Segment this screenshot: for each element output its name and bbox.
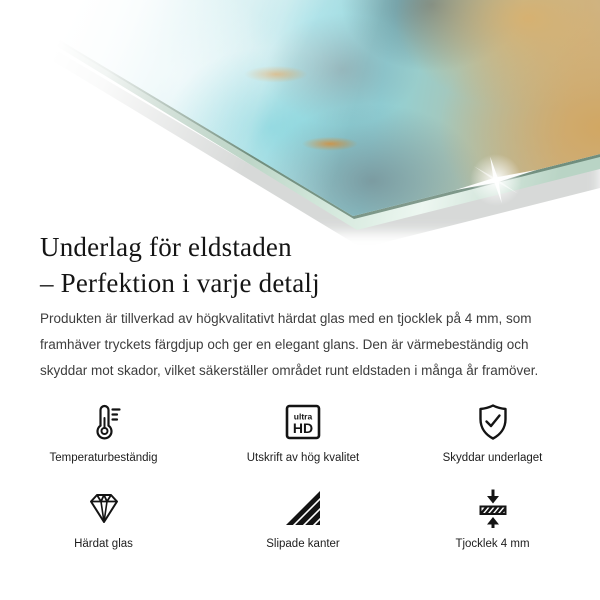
- feature-label: Tjocklek 4 mm: [455, 538, 530, 550]
- feature-grid: [0, 392, 600, 564]
- product-description: Produkten är tillverkad av högkvalitativt härdat glas med en tjocklek på 4 mm, som framhäver tryckets färgdjup och ger en elegant glans. Den är värmebeständig och skyddar mot skador, vilket säkerställer området runt eldstaden i många år framöver.: [40, 311, 539, 378]
- feature-label: Slipade kanter: [266, 538, 340, 550]
- page-title: [40, 229, 320, 301]
- feature-label: Härdat glas: [74, 538, 133, 550]
- feature-label: Utskrift av hög kvalitet: [246, 452, 360, 464]
- page-title-line2: – Perfektion i varje detalj: [40, 268, 320, 298]
- shield-check-icon: [473, 402, 513, 442]
- sparkle-icon: [450, 150, 542, 212]
- ultra-hd-badge-top: ultra: [293, 411, 313, 422]
- ultra-hd-icon: [283, 402, 323, 442]
- feature-item-print-quality: [207, 392, 399, 478]
- page-title-line1: Underlag för eldstaden: [40, 232, 292, 262]
- ultra-hd-badge-bottom: HD: [292, 420, 314, 436]
- thickness-icon: [473, 488, 513, 528]
- product-photo: [0, 0, 600, 232]
- thermometer-icon: [84, 402, 124, 442]
- feature-item-temperature: [0, 392, 207, 478]
- feature-item-tempered-glass: [0, 478, 207, 564]
- beveled-edges-icon: [283, 488, 323, 528]
- feature-item-protects: [399, 392, 586, 478]
- feature-item-polished-edges: [207, 478, 399, 564]
- feature-item-thickness: [399, 478, 586, 564]
- feature-label: Temperaturbeständig: [49, 452, 158, 464]
- feature-label: Skyddar underlaget: [442, 452, 543, 464]
- diamond-icon: [84, 488, 124, 528]
